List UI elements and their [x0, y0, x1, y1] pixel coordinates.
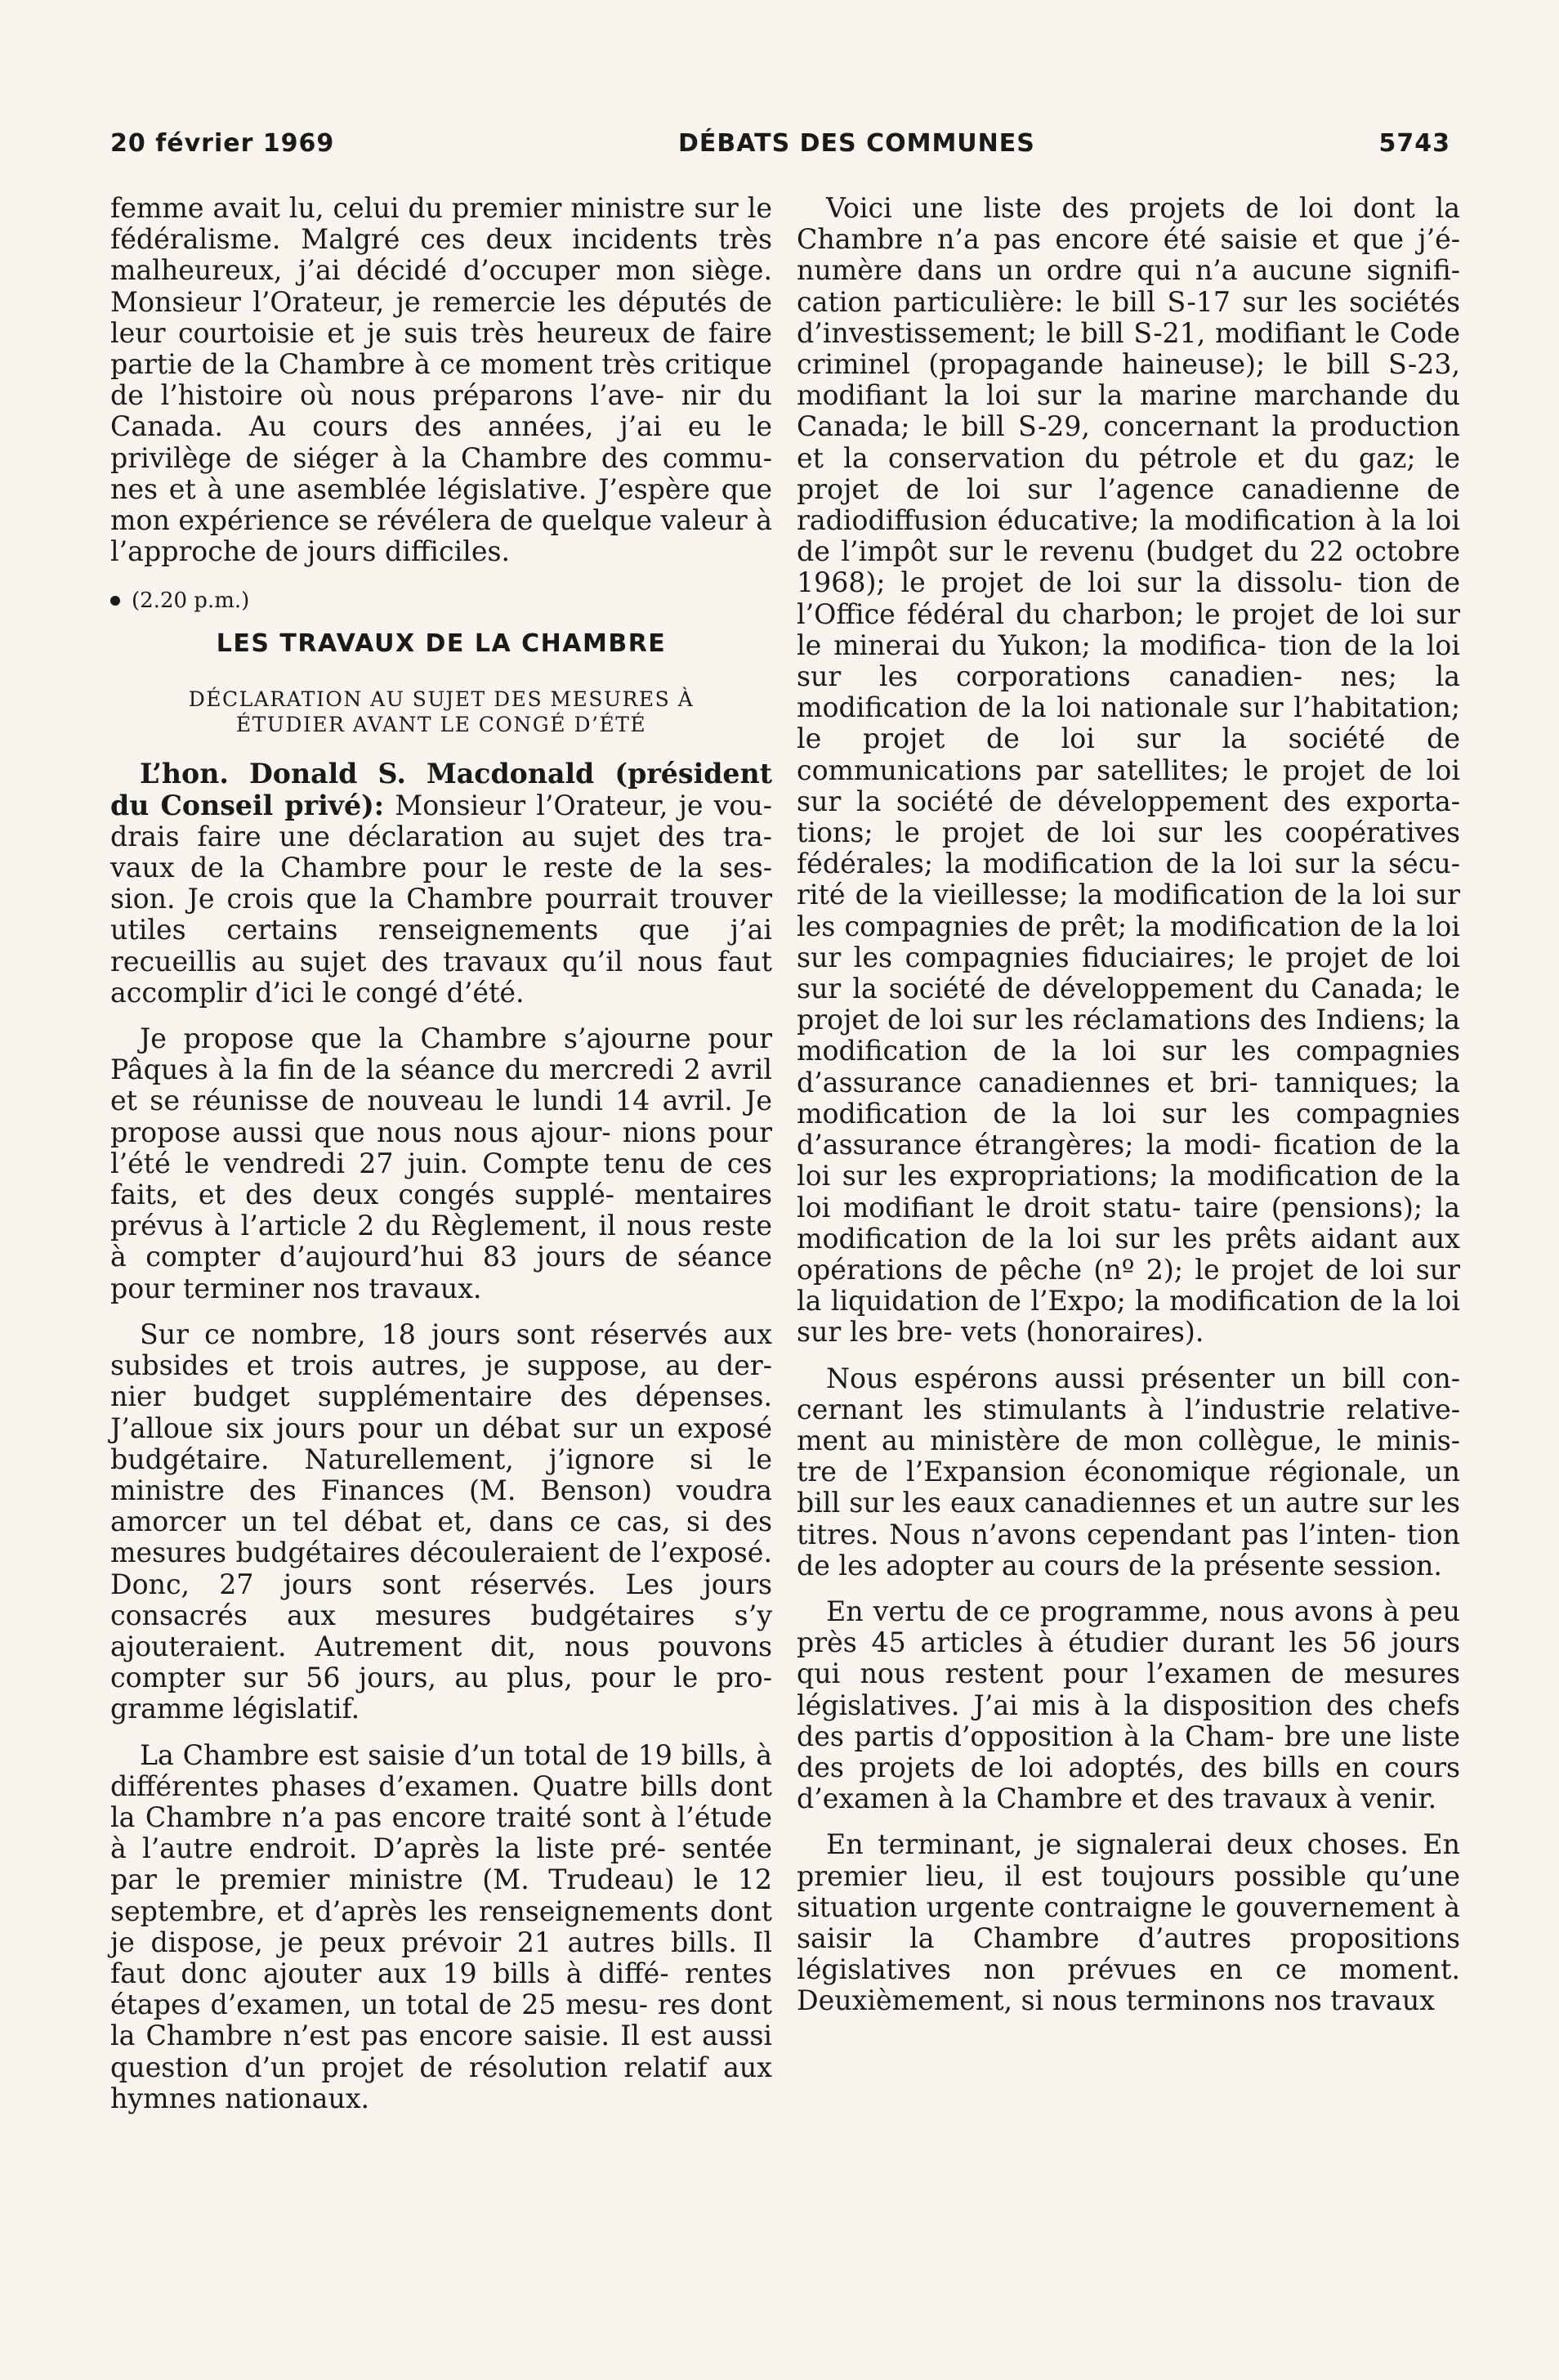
paragraph-gap — [797, 1814, 1460, 1829]
paragraph-gap — [110, 1304, 772, 1319]
header-publication: DÉBATS DES COMMUNES — [677, 129, 1035, 158]
time-text: (2.20 p.m.) — [132, 588, 250, 614]
speaker-text: Monsieur l’Orateur, je vou- drais faire une déclaration au sujet des tra- vaux de la Chambre pour le reste de la ses- sion. Je crois que la Chambre pourrait trouver utiles certains renseignements que j’ai recueillis au sujet des travaux qu’il nous faut accomplir d’ici le congé d’été. — [110, 789, 772, 1009]
left-paragraph-5: La Chambre est saisie d’un total de 19 bills, à différentes phases d’examen. Quatre bills dont la Chambre n’a pas encore traité sont à l’étude à l’autre endroit. D’après la liste pré- sentée par le premier ministre (M. Trudeau) le 12 septembre, et d’après les renseignements dont je dispose, je peux prévoir 21 autres bills. Il faut donc ajouter aux 19 bills à diffé- rentes étapes d’examen, un total de 25 mesu- res dont la Chambre n’est pas encore saisie. Il est aussi question d’un projet de résolution relatif aux hymnes nationaux. — [110, 1738, 772, 2114]
right-paragraph-1: Voici une liste des projets de loi dont la Chambre n’a pas encore été saisie et que j’é- numère dans un ordre qui n’a aucune signifi- cation particulière: le bill S-17 sur les sociétés d’investissement; le bill S-21, modifiant le Code criminel (propagande haineuse); le bill S-23, modifiant la loi sur la marine marchande du Canada; le bill S-29, concernant la production et la conservation du pétrole et du gaz; le projet de loi sur l’agence canadienne de radiodiffusion éducative; la modification à la loi de l’impôt sur le revenu (budget du 22 octobre 1968); le projet de loi sur la dissolu- tion de l’Office fédéral du charbon; le projet de loi sur le minerai du Yukon; la modifica- tion de la loi sur les corporations canadien- nes; la modification de la loi nationale sur l’habitation; le projet de loi sur la société de communications par satellites; le projet de loi sur la société de développement des exporta- tions; le projet de loi sur les coopératives fédérales; la modification de la loi sur la sécu- rité de la vieillesse; la modification de la loi sur les compagnies de prêt; la modification de la loi sur les compagnies fiduciaires; le projet de loi sur la société de développement du Canada; le projet de loi sur les réclamations des Indiens; la modification de la loi sur les compagnies d’assurance canadiennes et bri- tanniques; la modification de la loi sur les compagnies d’assurance étrangères; la modi- fication de la loi sur les expropriations; la modification de la loi modifiant le droit statu- taire (pensions); la modification de la loi sur les prêts aidant aux opérations de pêche (nº 2); le projet de loi sur la liquidation de l’Expo; la modification de la loi sur les bre- vets (honoraires). — [797, 192, 1460, 1349]
subsection-title-line-2: ÉTUDIER AVANT LE CONGÉ D’ÉTÉ — [235, 713, 647, 737]
left-paragraph-3: Je propose que la Chambre s’ajourne pour Pâques à la fin de la séance du mercredi 2 avril et se réunisse de nouveau le lundi 14 avril. Je propose aussi que nous nous ajour- nions pour l’été le vendredi 27 juin. Compte tenu de ces faits, et des deux congés supplé- mentaires prévus à l’article 2 du Règlement, il nous reste à compter d’aujourd’hui 83 jours de séance pour terminer nos travaux. — [110, 1022, 772, 1304]
right-paragraph-3: En vertu de ce programme, nous avons à peu près 45 articles à étudier durant les 56 jours qui nous restent pour l’examen de mesures législatives. J’ai mis à la disposition des chefs des partis d’opposition à la Cham- bre une liste des projets de loi adoptés, des bills en cours d’examen à la Chambre et des travaux à venir. — [797, 1595, 1460, 1815]
paragraph-gap — [110, 1009, 772, 1023]
right-column — [797, 193, 1460, 2017]
running-head — [110, 129, 1450, 158]
right-paragraph-2: Nous espérons aussi présenter un bill con- cernant les stimulants à l’industrie relative- ment au ministère de mon collègue, le minis- tre de l’Expansion économique régionale, un bill sur les eaux canadiennes et un autre sur les titres. Nous n’avons cependant pas l’inten- tion de les adopter au cours de la présente session. — [797, 1362, 1460, 1581]
time-stamp — [110, 588, 772, 613]
paragraph-gap — [797, 1349, 1460, 1363]
header-date: 20 février 1969 — [110, 129, 335, 158]
speaker-name: L’hon. Donald S. Macdonald (président du Conseil privé): — [110, 758, 772, 821]
bullet-icon — [110, 596, 120, 606]
left-column — [110, 193, 772, 2114]
subsection-title — [110, 687, 772, 737]
section-title: LES TRAVAUX DE LA CHAMBRE — [216, 629, 667, 659]
subsection-title-line-1: DÉCLARATION AU SUJET DES MESURES À — [188, 687, 695, 712]
header-page-number: 5743 — [1378, 129, 1450, 158]
left-paragraph-4: Sur ce nombre, 18 jours sont réservés aux subsides et trois autres, je suppose, au der- nier budget supplémentaire des dépenses. J’alloue six jours pour un débat sur un exposé budgétaire. Naturellement, j’ignore si le ministre des Finances (M. Benson) voudra amorcer un tel débat et, dans ce cas, si des mesures budgétaires découleraient de l’exposé. Donc, 27 jours sont réservés. Les jours consacrés aux mesures budgétaires s’y ajouteraient. Autrement dit, nous pouvons compter sur 56 jours, au plus, pour le pro- gramme législatif. — [110, 1318, 772, 1725]
left-paragraph-1: femme avait lu, celui du premier ministre sur le fédéralisme. Malgré ces deux incidents très malheureux, j’ai décidé d’occuper mon siège. Monsieur l’Orateur, je remercie les députés de leur courtoisie et je suis très heureux de faire partie de la Chambre à ce moment très critique de l’histoire où nous préparons l’ave- nir du Canada. Au cours des années, j’ai eu le privilège de siéger à la Chambre des commu- nes et à une asemblée législative. J’espère que mon expérience se révélera de quelque valeur à l’approche de jours difficiles. — [110, 192, 772, 568]
right-paragraph-4: En terminant, je signalerai deux choses. En premier lieu, il est toujours possible qu’une situation urgente contraigne le gouvernement à saisir la Chambre d’autres propositions législatives non prévues en ce moment. Deuxièmement, si nous terminons nos travaux — [797, 1828, 1460, 2017]
paragraph-gap — [797, 1581, 1460, 1596]
paragraph-gap — [110, 1725, 772, 1740]
left-paragraph-2 — [110, 758, 772, 1009]
